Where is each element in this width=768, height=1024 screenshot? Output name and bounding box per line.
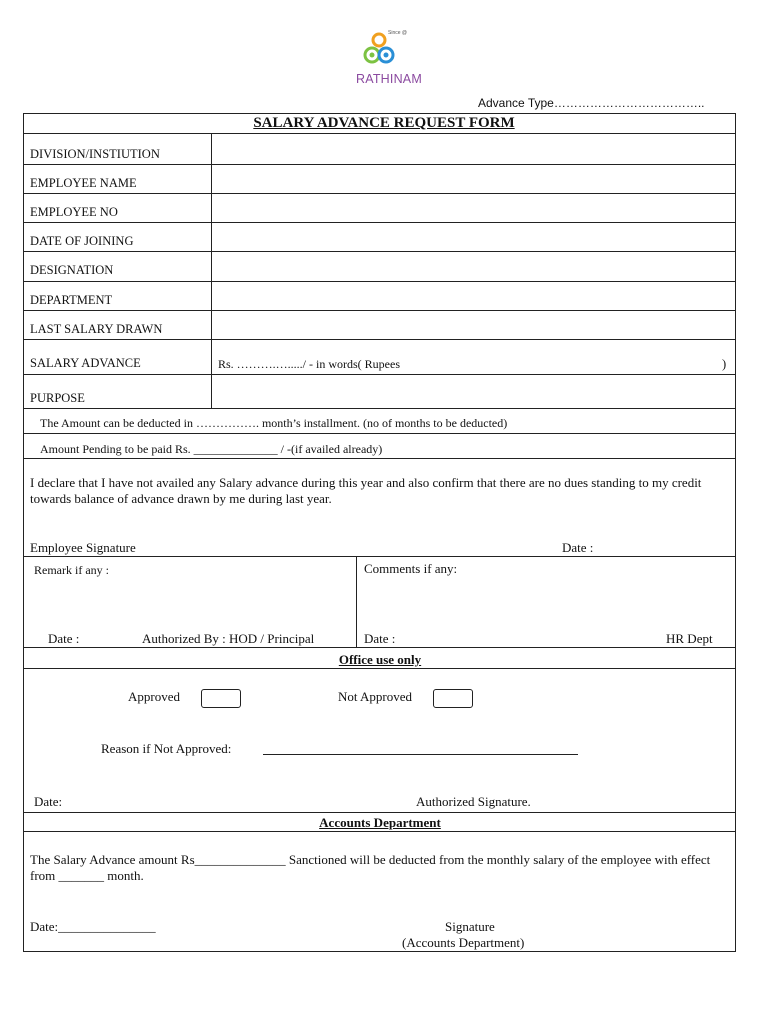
accounts-date: Date:_______________	[30, 919, 156, 934]
office-use-heading: Office use only	[338, 652, 422, 667]
approved-checkbox[interactable]	[201, 689, 241, 708]
field-input-employee-name[interactable]	[212, 165, 735, 193]
not-approved-label: Not Approved	[338, 689, 413, 704]
field-label-purpose: PURPOSE	[30, 391, 85, 405]
deduction-text: The Amount can be deducted in ……………. month’s installment. (no of months to be deducted)	[40, 416, 508, 430]
field-label-employee-no: EMPLOYEE NO	[30, 205, 118, 219]
reason-label: Reason if Not Approved:	[101, 741, 232, 756]
field-input-employee-no[interactable]	[212, 194, 735, 222]
signature-dept-label: (Accounts Department)	[402, 935, 525, 950]
logo-rings-icon	[352, 28, 418, 74]
field-input-purpose[interactable]	[212, 375, 735, 408]
field-input-salary-advance[interactable]: Rs. ……….…...../ - in words( Rupees	[218, 357, 400, 371]
approved-label: Approved	[128, 689, 180, 704]
pending-text: Amount Pending to be paid Rs. ______________ / -(if availed already)	[40, 442, 383, 456]
field-label-last-salary: LAST SALARY DRAWN	[30, 322, 163, 336]
accounts-text: The Salary Advance amount Rs______________ Sanctioned will be deducted from the monthly salary of the employee with effect from _______ month.	[30, 852, 711, 883]
declaration-date-label: Date :	[562, 540, 594, 555]
authorized-signature-label: Authorized Signature.	[416, 794, 531, 809]
field-input-date-of-joining[interactable]	[212, 223, 735, 251]
remark-label: Remark if any :	[34, 563, 109, 577]
field-input-designation[interactable]	[212, 252, 735, 281]
declaration-text: I declare that I have not availed any Salary advance during this year and also confirm that there are no dues standing to my credit towards balance of advance drawn by me during last year.	[30, 475, 702, 506]
advance-type: Advance Type………………………………..	[478, 96, 705, 110]
field-label-division: DIVISION/INSTIUTION	[30, 147, 160, 161]
hr-dept-label: HR Dept	[666, 631, 713, 646]
logo	[352, 28, 422, 90]
signature-label: Signature	[445, 919, 495, 934]
field-label-employee-name: EMPLOYEE NAME	[30, 176, 137, 190]
logo-tagline: Since @	[388, 30, 407, 36]
field-label-salary-advance: SALARY ADVANCE	[30, 356, 141, 370]
comments-input[interactable]	[358, 578, 735, 626]
hr-date-label: Date :	[364, 631, 396, 646]
office-date-label: Date:	[34, 794, 63, 809]
logo-brand: RATHINAM	[356, 72, 422, 86]
not-approved-checkbox[interactable]	[433, 689, 473, 708]
remark-input[interactable]	[24, 578, 355, 626]
field-label-date-of-joining: DATE OF JOINING	[30, 234, 134, 248]
field-input-last-salary[interactable]	[212, 311, 735, 339]
field-input-department[interactable]	[212, 282, 735, 310]
hod-date-label: Date :	[48, 631, 80, 646]
comments-label: Comments if any:	[364, 561, 458, 576]
salary-advance-close-paren: )	[722, 357, 727, 371]
employee-signature-label: Employee Signature	[30, 540, 136, 555]
authorized-by-label: Authorized By : HOD / Principal	[142, 631, 315, 646]
field-label-designation: DESIGNATION	[30, 263, 114, 277]
form-title: SALARY ADVANCE REQUEST FORM	[253, 115, 515, 131]
field-input-division[interactable]	[212, 134, 735, 164]
accounts-heading: Accounts Department	[319, 815, 441, 830]
reason-input[interactable]	[263, 739, 578, 755]
field-label-department: DEPARTMENT	[30, 293, 113, 307]
